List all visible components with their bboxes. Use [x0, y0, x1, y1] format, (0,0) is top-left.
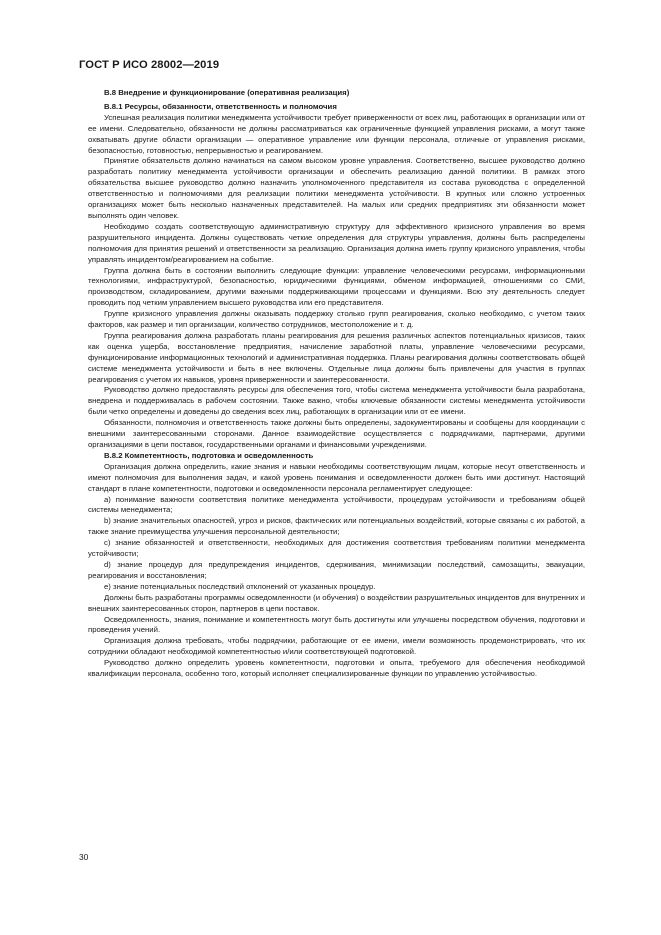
page-number: 30 [79, 852, 89, 862]
section-heading: B.8 Внедрение и функционирование (оперативная реализация) [104, 88, 350, 97]
document-header: ГОСТ Р ИСО 28002—2019 [79, 59, 220, 71]
paragraph: Группа должна быть в состоянии выполнить следующие функции: управление человеческими ресурсами, информационными технологиями, инфраструктурой, безопасностью, юридическими функциями, обменом информацией, отношениями со СМИ, производством, складированием, другими важными поддерживающими процессами и функциями. Всю эту деятельность следует проводить под четким управлением высшего руководства или его представителя. [88, 265, 585, 308]
paragraph: Руководство должно определить уровень компетентности, подготовки и опыта, требуемого для обеспечения необходимой квалификации персонала, особенно того, который исполняет специализированные функции по управлению устойчивостью. [88, 658, 585, 679]
document-body [88, 88, 585, 680]
paragraph: Необходимо создать соответствующую административную структуру для эффективного кризисного управления во время разрушительного инцидента. Должны существовать четкие определения для структуры управления, должны быть распределены полномочия для принятия решений и ответственности за реализацию. Организация должна иметь группу кризисного управления, чтобы управлять инцидентом/реагированием на событие. [88, 221, 585, 264]
paragraph: Должны быть разработаны программы осведомленности (и обучения) о воздействии разрушительных инцидентов для внутренних и внешних заинтересованных сторон, партнеров в цепи поставок. [88, 592, 585, 613]
list-item-b: b) знание значительных опасностей, угроз и рисков, фактических или потенциальных воздействий, которые связаны с их работой, а также знание преимущества улучшения персональной деятельности; [88, 516, 585, 537]
list-item-a: a) понимание важности соответствия политике менеджмента устойчивости, процедурам устойчивости и требованиям общей системы менеджмента; [88, 494, 585, 515]
paragraph: Обязанности, полномочия и ответственность также должны быть определены, задокументированы и сообщены для координации с внешними заинтересованными сторонами. Данное взаимодействие осуществляется с подрядчиками, партнерами, другими организациями в цепи поставок, государственными органами и финансовыми учреждениями. [88, 418, 585, 449]
paragraph: Группа реагирования должна разработать планы реагирования для решения различных аспектов потенциальных кризисов, таких как оценка ущерба, восстановление предприятия, начисление заработной платы, управление человеческими ресурсами, функционирование информационных технологий и административная поддержка. Планы реагирования должны соответствовать общей системе менеджмента устойчивости и быть в нее включены. Отдельные лица должны быть привлечены для участия в группах реагирования с учетом их навыков, уровня приверженности и заинтересованности. [88, 330, 585, 384]
list-item-e: e) знание потенциальных последствий отклонений от указанных процедур. [104, 581, 376, 591]
paragraph: Организация должна определить, какие знания и навыки необходимы соответствующим лицам, которые несут ответственность и имеют полномочия для выполнения задач, и какой уровень понимания и осведомленности должен быть ими достигнут. Настоящий стандарт в плане компетентности, подготовки и осведомленности персонала регламентирует следующее: [88, 461, 585, 493]
list-item-c: c) знание обязанностей и ответственности, необходимых для достижения соответствия требованиям политики менеджмента устойчивости; [88, 538, 585, 559]
paragraph: Руководство должно предоставлять ресурсы для обеспечения того, чтобы система менеджмента устойчивости была разработана, внедрена и поддерживалась в рабочем состоянии. Также важно, чтобы ключевые обязанности системы менеджмента устойчивости были четко определены и доведены до сведения всех лиц, работающих в организации или от ее имени. [88, 385, 585, 417]
paragraph: Группе кризисного управления должны оказывать поддержку столько групп реагирования, сколько необходимо, с учетом таких факторов, как размер и тип организации, количество сотрудников, местоположение и т. д. [88, 309, 585, 330]
subsection-heading-b82: B.8.2 Компетентность, подготовка и осведомленность [104, 450, 314, 460]
paragraph: Принятие обязательств должно начинаться на самом высоком уровне управления. Соответственно, высшее руководство должно разработать политику менеджмента устойчивости организации и обеспечить реализацию данной политики. В рамках этого обязательства высшее руководство должно назначить уполномоченного представителя из состава руководства с определенной ответственностью и полномочиями для реализации политики менеджмента устойчивости. В крупных или сложно устроенных организациях может быть несколько назначенных представителей. На малых или средних предприятиях эти обязанности может выполнять один человек. [88, 156, 585, 220]
subsection-heading-b81: B.8.1 Ресурсы, обязанности, ответственность и полномочия [104, 101, 337, 111]
list-item-d: d) знание процедур для предупреждения инцидентов, сдерживания, минимизации последствий, самозащиты, эвакуации, реагирования и восстановления; [88, 559, 585, 580]
paragraph: Успешная реализация политики менеджмента устойчивости требует приверженности от всех лиц, работающих в организации или от ее имени. Следовательно, обязанности не должны рассматриваться как ограниченные функцией управления рисками, а могут также охватывать другие области организации — оперативное управление или функции персонала, отличные от управления рисками, безопасностью, готовностью, непрерывностью и реагированием. [88, 112, 585, 155]
paragraph: Организация должна требовать, чтобы подрядчики, работающие от ее имени, имели возможность продемонстрировать, что их сотрудники обладают необходимой компетентностью и/или соответствующей подготовкой. [88, 636, 585, 657]
paragraph: Осведомленность, знания, понимание и компетентность могут быть достигнуты или улучшены посредством обучения, подготовки и проведения учений. [88, 614, 585, 635]
